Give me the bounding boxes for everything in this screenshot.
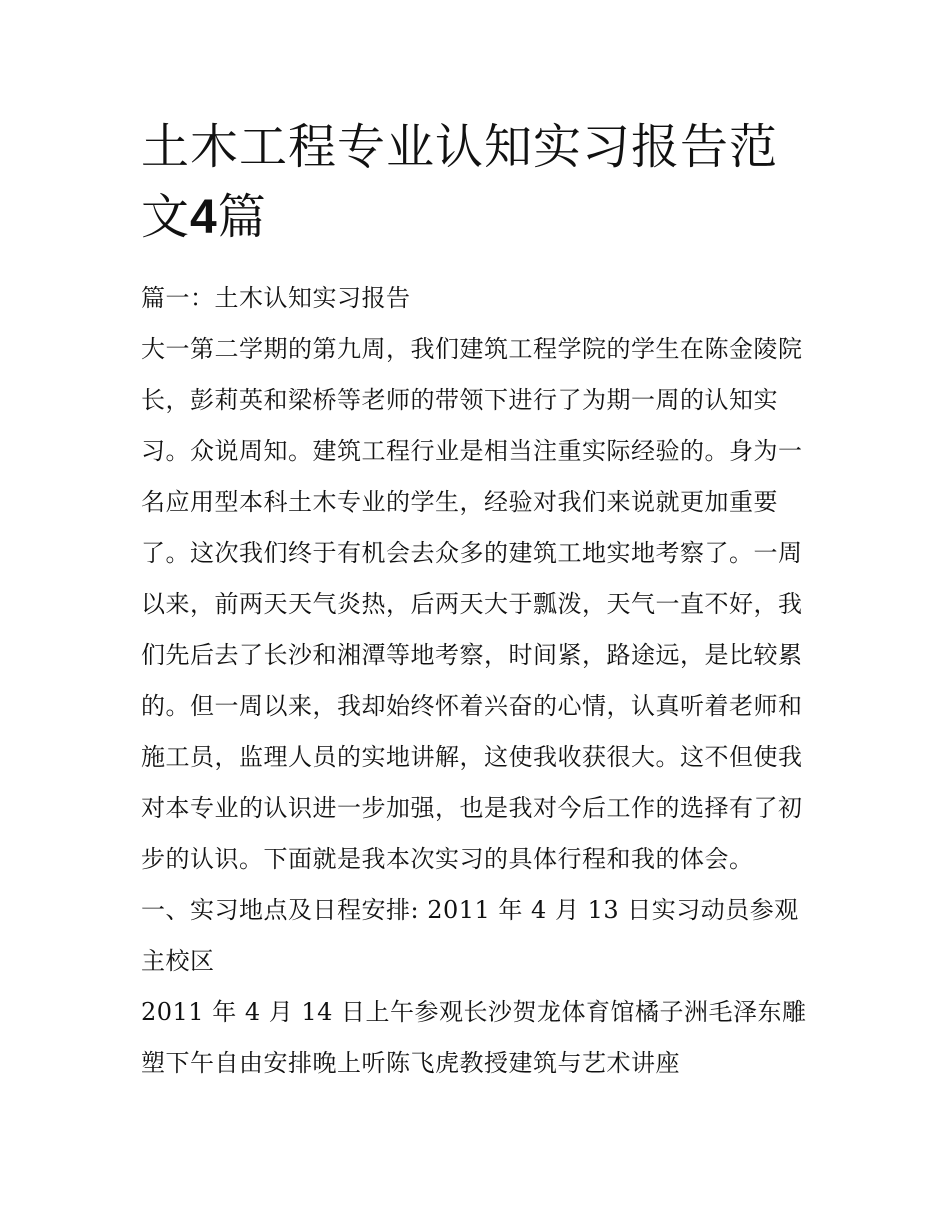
body-paragraph-intro: 大一第二学期的第九周，我们建筑工程学院的学生在陈金陵院长，彭莉英和梁桥等老师的带领下进行了为期一周的认知实习。众说周知。建筑工程行业是相当注重实际经验的。身为一名应用型本科土木专业的学生，经验对我们来说就更加重要了。这次我们终于有机会去众多的建筑工地实地考察了。一周以来，前两天天气炎热，后两天大于瓢泼，天气一直不好，我们先后去了长沙和湘潭等地考察，时间紧，路途远，是比较累的。但一周以来，我却始终怀着兴奋的心情，认真听着老师和施工员，监理人员的实地讲解，这使我收获很大。这不但使我对本专业的认识进一步加强，也是我对今后工作的选择有了初步的认识。下面就是我本次实习的具体行程和我的体会。 bbox=[141, 335, 803, 873]
body-paragraph-schedule-heading: 一、实习地点及日程安排: 2011 年 4 月 13 日实习动员参观主校区 bbox=[141, 896, 799, 975]
title-suffix: 篇 bbox=[217, 189, 267, 245]
title-number: 4 bbox=[190, 191, 218, 244]
title-text: 土木工程专业认知实习报告范文 bbox=[141, 119, 779, 245]
body-paragraph-schedule-day: 2011 年 4 月 14 日上午参观长沙贺龙体育馆橘子洲毛泽东雕塑下午自由安排晚上听陈飞虎教授建筑与艺术讲座 bbox=[141, 998, 807, 1077]
section-heading: 篇一：土木认知实习报告 bbox=[141, 284, 411, 312]
document-page bbox=[141, 112, 813, 1089]
document-title bbox=[141, 112, 813, 253]
